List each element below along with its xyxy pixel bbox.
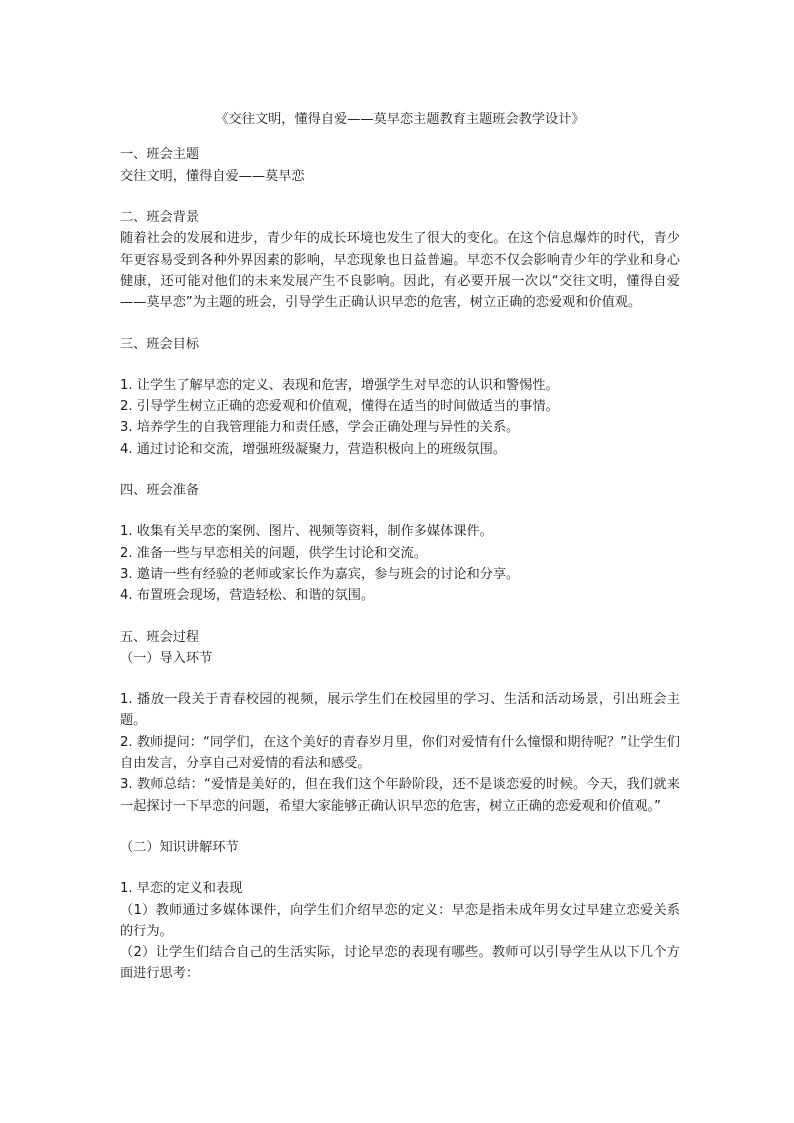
section-heading-theme: 一、班会主题 <box>120 147 200 163</box>
list-item: 1. 播放一段关于青春校园的视频，展示学生们在校园里的学习、生活和活动场景，引出班会主题。 <box>120 692 680 729</box>
list-item: 3. 邀请一些有经验的老师或家长作为嘉宾，参与班会的讨论和分享。 <box>120 566 520 582</box>
spacer <box>120 355 680 375</box>
document-page <box>120 96 680 985</box>
list-item: 3. 教师总结：“爱情是美好的，但在我们这个年龄阶段，还不是谈恋爱的时候。今天，我们就来一起探讨一下早恋的问题，希望大家能够正确认识早恋的危害，树立正确的恋爱观和价值观。” <box>120 777 680 814</box>
section-heading-goals: 三、班会目标 <box>120 336 200 352</box>
list-item: （1）教师通过多媒体课件，向学生们介绍早恋的定义：早恋是指未成年男女过早建立恋爱关系的行为。 <box>120 902 680 939</box>
spacer <box>120 858 680 878</box>
spacer <box>120 501 680 521</box>
document-title: 《交往文明，懂得自爱——莫早恋主题教育主题班会教学设计》 <box>215 112 585 128</box>
spacer <box>120 669 680 689</box>
theme-text: 交往文明，懂得自爱——莫早恋 <box>120 168 305 184</box>
list-item: 4. 通过讨论和交流，增强班级凝聚力，营造积极向上的班级氛围。 <box>120 441 507 457</box>
section-heading-process: 五、班会过程 <box>120 629 200 645</box>
spacer <box>120 314 680 334</box>
list-item: 1. 让学生了解早恋的定义、表现和危害，增强学生对早恋的认识和警惕性。 <box>120 377 559 393</box>
list-item: 2. 准备一些与早恋相关的问题，供学生讨论和交流。 <box>120 545 427 561</box>
list-item: 3. 培养学生的自我管理能力和责任感，学会正确处理与异性的关系。 <box>120 420 520 436</box>
spacer <box>120 817 680 837</box>
section-heading-background: 二、班会背景 <box>120 210 200 226</box>
spacer <box>120 187 680 207</box>
list-item: 4. 布置班会现场，营造轻松、和谐的氛围。 <box>120 588 375 604</box>
background-paragraph: 随着社会的发展和进步，青少年的成长环境也发生了很大的变化。在这个信息爆炸的时代，青少年更容易受到各种外界因素的影响，早恋现象也日益普遍。早恋不仅会影响青少年的学业和身心健康，还可能对他们的未来发展产生不良影响。因此，有必要开展一次以“交往文明，懂得自爱——莫早恋”为主题的班会，引导学生正确认识早恋的危害，树立正确的恋爱观和价值观。 <box>120 231 680 311</box>
section-heading-preparation: 四、班会准备 <box>120 483 200 499</box>
list-item: 1. 收集有关早恋的案例、图片、视频等资料，制作多媒体课件。 <box>120 524 493 540</box>
list-item: 2. 引导学生树立正确的恋爱观和价值观，懂得在适当的时间做适当的事情。 <box>120 399 559 415</box>
subsection-heading-knowledge: （二）知识讲解环节 <box>120 839 239 855</box>
subsection-heading-intro: （一）导入环节 <box>120 650 213 666</box>
list-item: 2. 教师提问：“同学们，在这个美好的青春岁月里，你们对爱情有什么憧憬和期待呢？”让学生们自由发言，分享自己对爱情的看法和感受。 <box>120 734 680 772</box>
list-item: 1. 早恋的定义和表现 <box>120 881 243 897</box>
spacer <box>120 460 680 480</box>
spacer <box>120 607 680 627</box>
list-item: （2）让学生们结合自己的生活实际，讨论早恋的表现有哪些。教师可以引导学生从以下几个方面进行思考： <box>120 945 680 982</box>
